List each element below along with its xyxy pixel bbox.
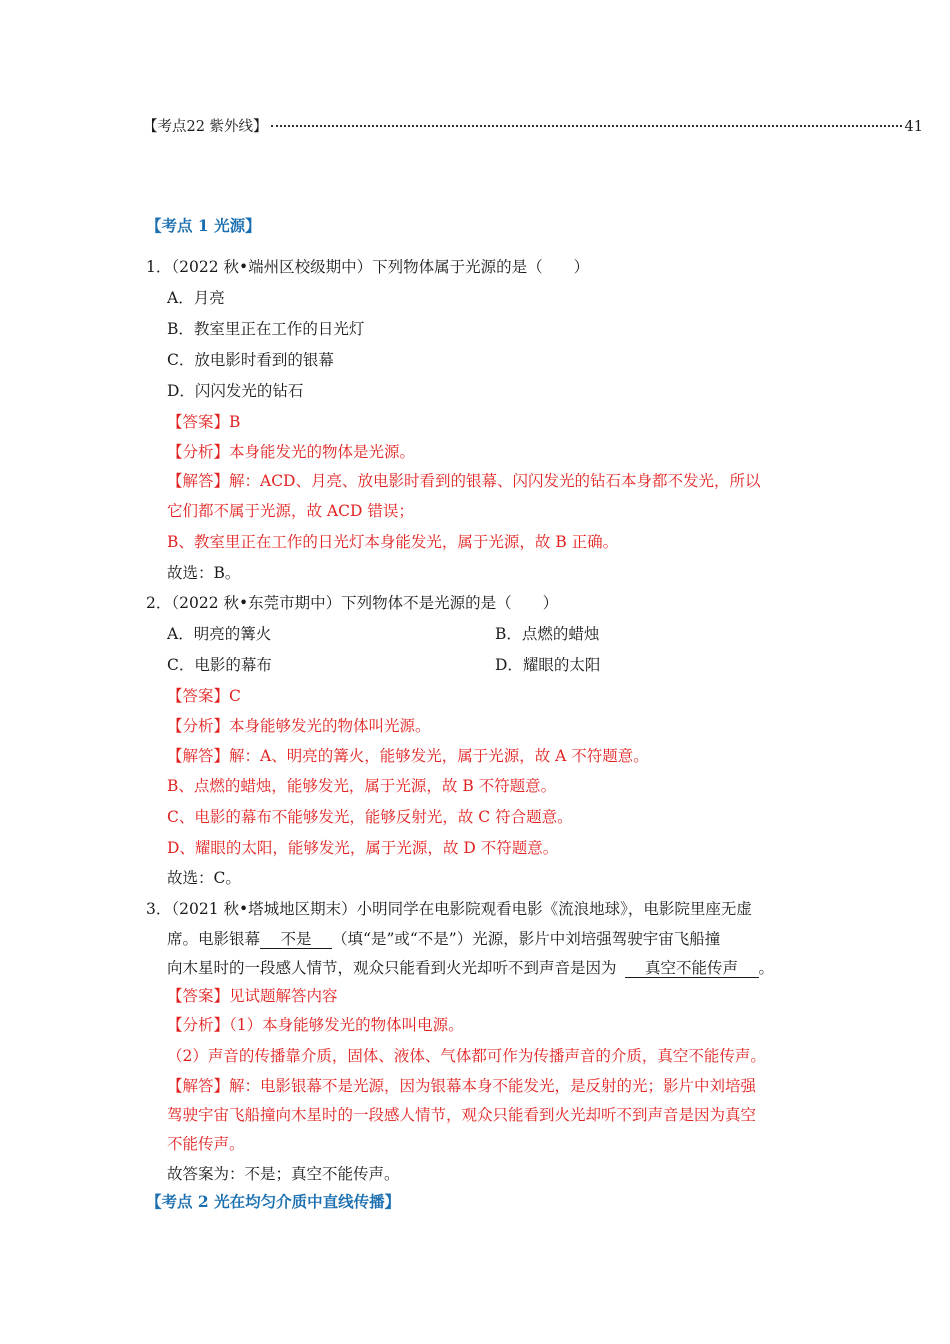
q3-stem-line-3-suffix: 。 [758, 959, 775, 977]
q3-analysis-line-1: 【分析】（1）本身能够发光的物体叫电源。 [167, 1016, 464, 1034]
q3-solution-line-1: 【解答】解：电影银幕不是光源，因为银幕本身不能发光，是反射的光；影片中刘培强 [167, 1077, 757, 1095]
q3-stem-line-2-prefix: 席。电影银幕 [167, 930, 261, 948]
q3-fill-blank-2: 真空不能传声 [625, 959, 759, 978]
toc-label: 【考点22 紫外线】 [143, 119, 268, 135]
q2-stem: 2．（2022 秋•东莞市期中）下列物体不是光源的是（ ） [146, 594, 559, 612]
q3-stem-line-2-suffix: （填“是”或“不是”）光源，影片中刘培强驾驶宇宙飞船撞 [332, 930, 721, 948]
section-heading-1: 【考点 1 光源】 [146, 216, 261, 235]
q1-solution-line-1: 【解答】解：ACD、月亮、放电影时看到的银幕、闪闪发光的钻石本身都不发光，所以 [167, 472, 761, 490]
q1-option-c: C．放电影时看到的银幕 [167, 351, 334, 369]
q2-option-d: D．耀眼的太阳 [495, 656, 601, 674]
q3-analysis-line-2: （2）声音的传播靠介质，固体、液体、气体都可作为传播声音的介质，真空不能传声。 [167, 1047, 766, 1065]
q3-answer: 【答案】见试题解答内容 [167, 987, 338, 1005]
toc-entry[interactable] [143, 117, 923, 137]
q1-solution-line-3: B、教室里正在工作的日光灯本身能发光，属于光源，故 B 正确。 [167, 533, 619, 551]
q1-option-a: A．月亮 [167, 289, 225, 307]
q2-solution-line-1: 【解答】解：A、明亮的篝火，能够发光，属于光源，故 A 不符题意。 [167, 747, 649, 765]
q1-option-d: D．闪闪发光的钻石 [167, 382, 304, 400]
q1-choice: 故选：B。 [167, 564, 241, 582]
q1-option-b: B．教室里正在工作的日光灯 [167, 320, 365, 338]
q1-answer: 【答案】B [167, 413, 241, 431]
q2-solution-line-2: B、点燃的蜡烛，能够发光，属于光源，故 B 不符题意。 [167, 777, 557, 795]
q2-option-b: B．点燃的蜡烛 [495, 625, 600, 643]
q3-stem-line-1: 3．（2021 秋•塔城地区期末）小明同学在电影院观看电影《流浪地球》，电影院里座无虚 [146, 900, 752, 918]
toc-page-number: 41 [904, 119, 923, 135]
q2-option-a: A．明亮的篝火 [167, 625, 272, 643]
q2-analysis: 【分析】本身能够发光的物体叫光源。 [167, 717, 431, 735]
q3-final-answer: 故答案为：不是；真空不能传声。 [167, 1165, 400, 1183]
q1-solution-line-2: 它们都不属于光源，故 ACD 错误； [167, 502, 414, 520]
q3-stem-line-3-prefix: 向木星时的一段感人情节，观众只能看到火光却听不到声音是因为 [167, 959, 617, 977]
q2-solution-line-3: C、电影的幕布不能够发光，能够反射光，故 C 符合题意。 [167, 808, 573, 826]
q3-solution-line-3: 不能传声。 [167, 1135, 245, 1153]
toc-leader-dots [271, 125, 902, 127]
q1-analysis: 【分析】本身能发光的物体是光源。 [167, 443, 416, 461]
q3-stem-line-3 [167, 958, 774, 978]
q1-stem: 1．（2022 秋•端州区校级期中）下列物体属于光源的是（ ） [146, 258, 590, 276]
q2-solution-line-4: D、耀眼的太阳，能够发光，属于光源，故 D 不符题意。 [167, 839, 559, 857]
q3-fill-blank-1: 不是 [260, 930, 332, 949]
q3-stem-line-2 [167, 929, 720, 949]
q2-answer: 【答案】C [167, 687, 241, 705]
q3-solution-line-2: 驾驶宇宙飞船撞向木星时的一段感人情节，观众只能看到火光却听不到声音是因为真空 [167, 1106, 757, 1124]
q2-option-c: C．电影的幕布 [167, 656, 272, 674]
q2-choice: 故选：C。 [167, 869, 241, 887]
section-heading-2: 【考点 2 光在均匀介质中直线传播】 [146, 1192, 401, 1211]
